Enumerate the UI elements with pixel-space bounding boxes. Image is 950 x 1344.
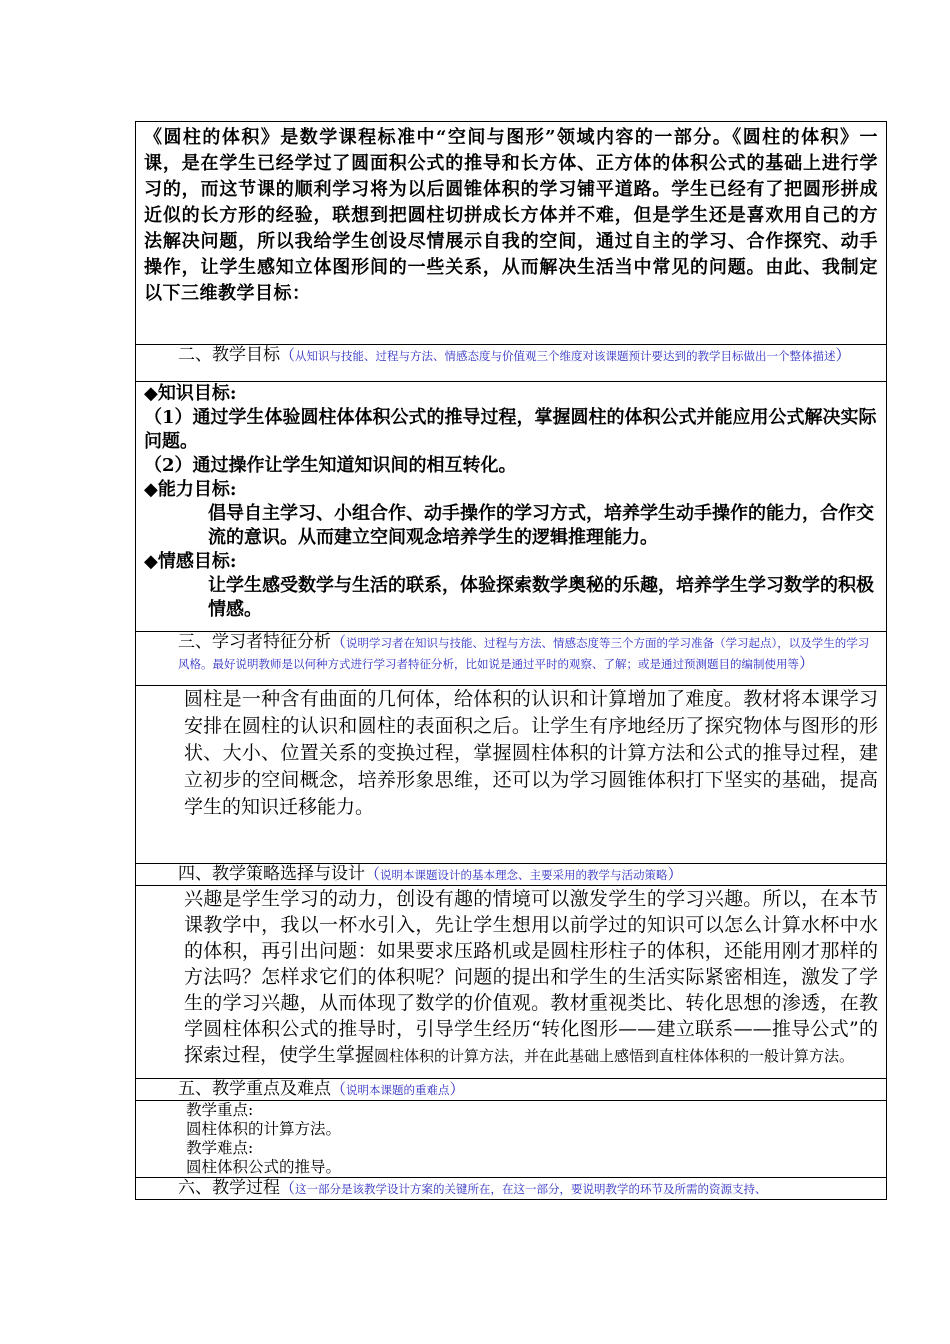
learner-row: [136, 686, 887, 864]
paren-close: ）: [667, 865, 683, 883]
paren-close: ）: [449, 1080, 465, 1098]
section6-heading: [136, 1178, 887, 1200]
ability-label: ◆能力目标:: [144, 479, 237, 500]
section2-note: 从知识与技能、过程与方法、情感态度与价值观三个维度对该课题预计要达到的教学目标做出一个整体描述: [295, 349, 836, 363]
strategy-row: [136, 886, 887, 1079]
section4-note: 说明本课题设计的基本理念、主要采用的教学与活动策略: [380, 868, 668, 882]
objectives-cell: [136, 382, 887, 632]
section4-heading: [136, 864, 887, 886]
emotion-label: ◆情感目标:: [144, 551, 237, 572]
section3-note: 说明学习者在知识与技能、过程与方法、情感态度等三个方面的学习准备（学习起点），以及学生的学习风格。最好说明教师是以何种方式进行学习者特征分析，比如说是通过平时的观察、了解；或是通过预测题目的编制使用等: [178, 636, 870, 671]
knowledge-label: ◆知识目标:: [144, 383, 237, 404]
section2-heading-row: [136, 345, 887, 382]
section5-heading: [136, 1079, 887, 1101]
section5-note: 说明本课题的重难点: [346, 1083, 450, 1097]
paren-close: ）: [835, 346, 851, 364]
paren-open: （: [280, 1179, 296, 1197]
paren-open: （: [331, 633, 347, 651]
intro-cell: [136, 122, 887, 345]
section4-title: 四、教学策略选择与设计: [178, 864, 365, 884]
keypoints-row: [136, 1101, 887, 1178]
section4-heading-row: [136, 864, 887, 886]
focus-text: 圆柱体积的计算方法。: [186, 1120, 342, 1138]
section2-heading: [136, 345, 887, 382]
section3-heading: [136, 632, 887, 686]
section3-heading-row: [136, 632, 887, 686]
difficulty-label: 教学难点:: [186, 1139, 254, 1157]
section6-title: 六、教学过程: [178, 1178, 280, 1198]
focus-label: 教学重点:: [186, 1101, 254, 1119]
knowledge-item-2: （2）通过操作让学生知道知识间的相互转化。: [144, 455, 517, 476]
lesson-plan-table: [135, 121, 887, 1200]
strategy-cell: [136, 886, 887, 1079]
knowledge-item-1: （1）通过学生体验圆柱体体积公式的推导过程，掌握圆柱的体积公式并能应用公式解决实际问题。: [144, 407, 877, 452]
section2-title: 二、教学目标: [178, 345, 280, 365]
objectives-row: [136, 382, 887, 632]
intro-text: 《圆柱的体积》是数学课程标准中“空间与图形”领域内容的一部分。《圆柱的体积》一课，是在学生已经学过了圆面积公式的推导和长方体、正方体的体积公式的基础上进行学习的，而这节课的顺利学习将为以后圆锥体积的学习铺平道路。学生已经有了把圆形拼成近似的长方形的经验，联想到把圆柱切拼成长方体并不难，但是学生还是喜欢用自己的方法解决问题，所以我给学生创设尽情展示自我的空间，通过自主的学习、合作探究、动手操作，让学生感知立体图形间的一些关系，从而解决生活当中常见的问题。由此、我制定以下三维教学目标：: [144, 127, 878, 304]
strategy-text: 兴趣是学生学习的动力，创设有趣的情境可以激发学生的学习兴趣。所以，在本节课教学中，我以一杯水引入，先让学生想用以前学过的知识可以怎么计算水杯中水的体积，再引出问题：如果要求压路机或是圆柱形柱子的体积，还能用刚才那样的方法吗？怎样求它们的体积呢？问题的提出和学生的生活实际紧密相连，激发了学生的学习兴趣，从而体现了数学的价值观。教材重视类比、转化思想的渗透，在教学圆柱体积公式的推导时，引导学生经历“转化图形——建立联系——推导公式”的探索过程，使学生掌握: [184, 888, 878, 1066]
paren-open: （: [280, 346, 296, 364]
keypoints-cell: [136, 1101, 887, 1178]
section5-heading-row: [136, 1079, 887, 1101]
strategy-tail: 圆柱体积的计算方法，并在此基础上感悟到直柱体体积的一般计算方法。: [374, 1047, 855, 1065]
learner-text: 圆柱是一种含有曲面的几何体，给体积的认识和计算增加了难度。教材将本课学习安排在圆柱的认识和圆柱的表面积之后。让学生有序地经历了探究物体与图形的形状、大小、位置关系的变换过程，掌握圆柱体积的计算方法和公式的推导过程，建立初步的空间概念，培养形象思维，还可以为学习圆锥体积打下坚实的基础，提高学生的知识迁移能力。: [184, 688, 878, 818]
learner-cell: [136, 686, 887, 864]
difficulty-text: 圆柱体积公式的推导。: [186, 1158, 342, 1176]
intro-row: [136, 122, 887, 345]
paren-open: （: [365, 865, 381, 883]
section5-title: 五、教学重点及难点: [178, 1079, 331, 1099]
paren-close: ）: [799, 654, 815, 672]
strategy-text-wrap: [144, 886, 878, 1069]
ability-text: 倡导自主学习、小组合作、动手操作的学习方式，培养学生动手操作的能力，合作交流的意识。从而建立空间观念培养学生的逻辑推理能力。: [208, 503, 874, 548]
paren-open: （: [331, 1080, 347, 1098]
emotion-text: 让学生感受数学与生活的联系，体验探索数学奥秘的乐趣，培养学生学习数学的积极情感。: [208, 575, 874, 620]
section6-heading-row: [136, 1178, 887, 1200]
section3-title: 三、学习者特征分析: [178, 632, 331, 652]
section6-note: 这一部分是该教学设计方案的关键所在，在这一部分，要说明教学的环节及所需的资源支持、: [295, 1182, 767, 1196]
